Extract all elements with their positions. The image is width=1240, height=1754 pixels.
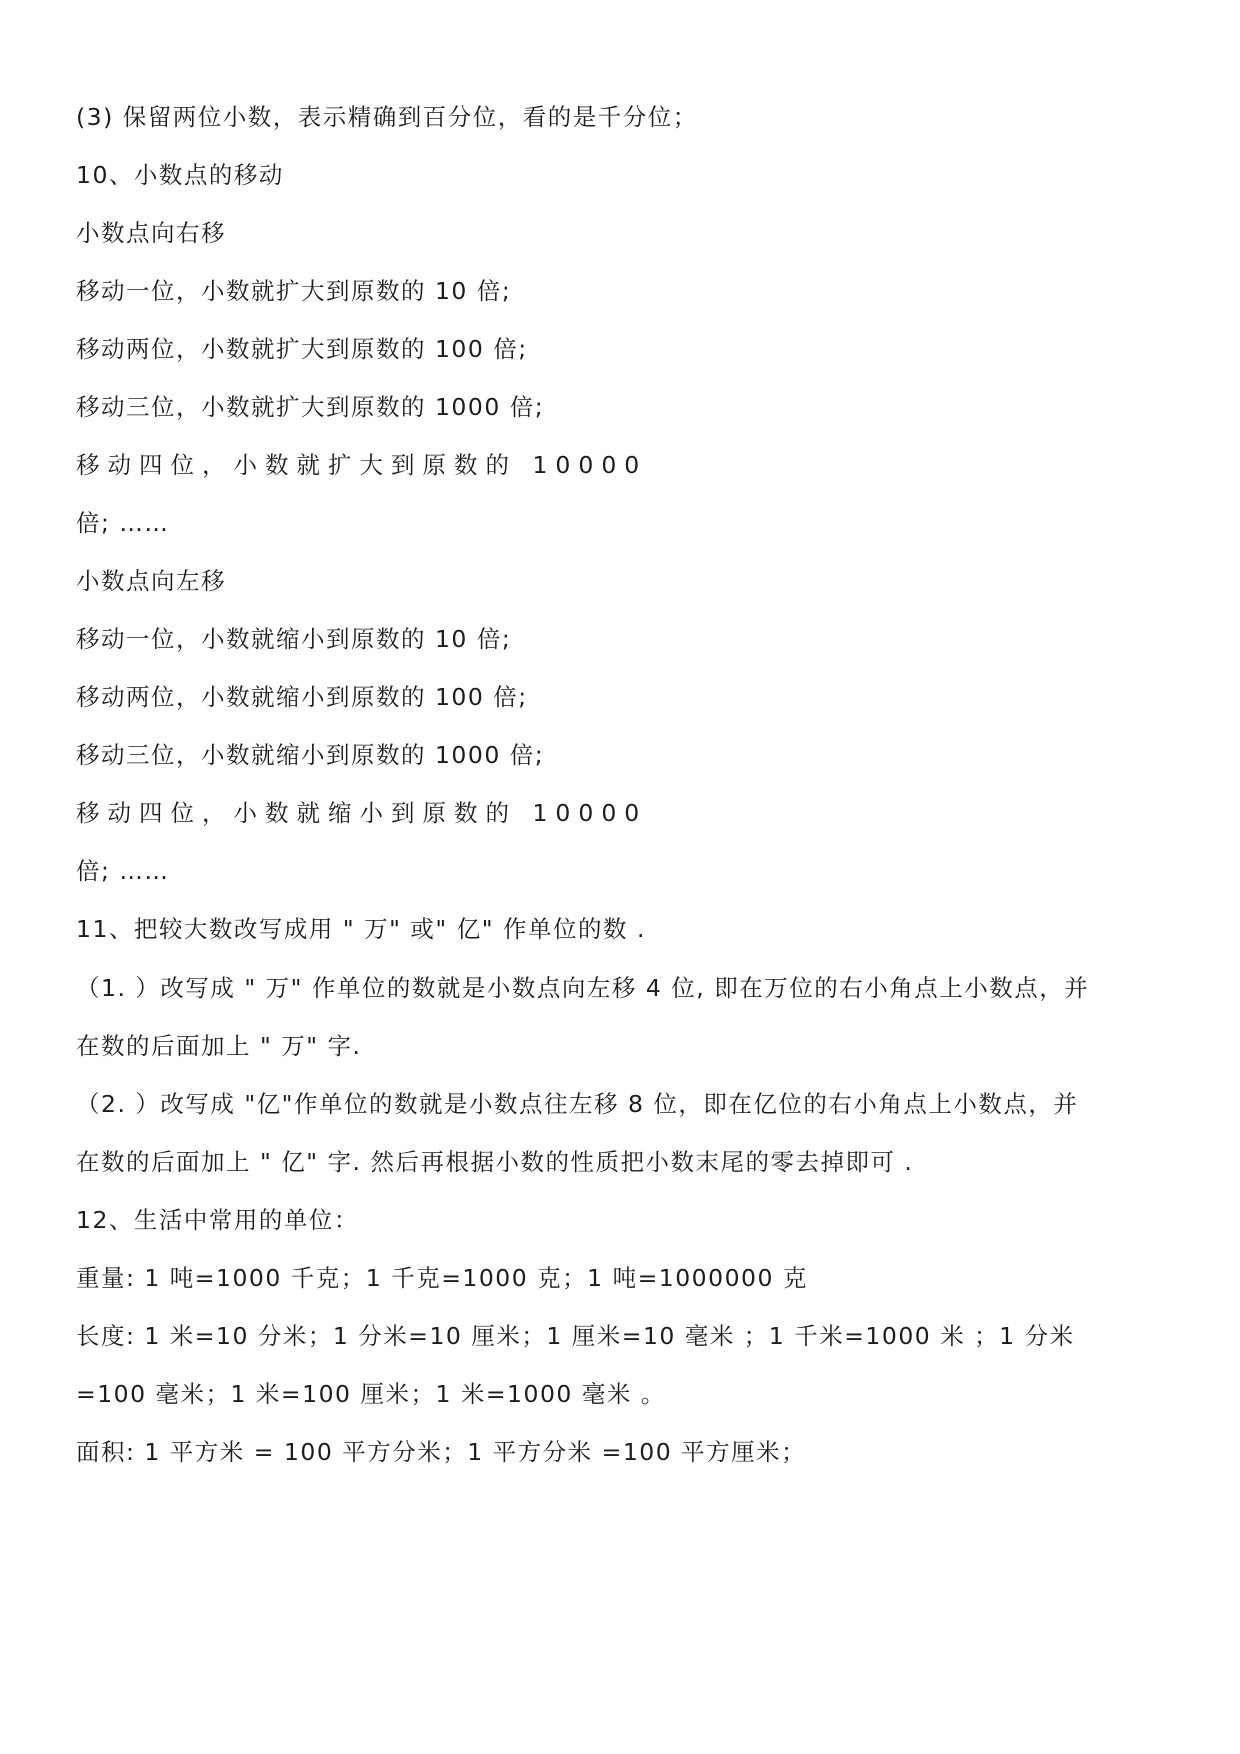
text-line-right-four: 移动四位，小数就扩大到原数的 10000 bbox=[76, 451, 648, 479]
text-line-left-three: 移动三位，小数就缩小到原数的 1000 倍; bbox=[76, 741, 545, 769]
subheading-move-left: 小数点向左移 bbox=[76, 567, 226, 595]
text-line-wan-rule-cont: 在数的后面加上 " 万" 字. bbox=[76, 1032, 362, 1060]
text-line-right-four-cont: 倍; …… bbox=[76, 509, 170, 537]
text-line-yi-rule: （2. ）改写成 "亿"作单位的数就是小数点往左移 8 位，即在亿位的右小角点上小数点，并 bbox=[76, 1090, 1079, 1118]
subheading-move-right: 小数点向右移 bbox=[76, 219, 226, 247]
text-line-yi-rule-cont: 在数的后面加上 " 亿" 字. 然后再根据小数的性质把小数末尾的零去掉即可 . bbox=[76, 1148, 914, 1176]
text-line-length-units-cont: =100 毫米；1 米=100 厘米；1 米=1000 毫米 。 bbox=[76, 1380, 666, 1408]
text-line-right-two: 移动两位，小数就扩大到原数的 100 倍; bbox=[76, 335, 528, 363]
text-line-area-units: 面积: 1 平方米 = 100 平方分米；1 平方分米 =100 平方厘米； bbox=[76, 1438, 807, 1466]
text-line-left-four-cont: 倍; …… bbox=[76, 857, 170, 885]
text-line-right-one: 移动一位，小数就扩大到原数的 10 倍; bbox=[76, 277, 512, 305]
heading-common-units: 12、生活中常用的单位： bbox=[76, 1206, 359, 1234]
heading-rewrite-large-numbers: 11、把较大数改写成用 " 万" 或" 亿" 作单位的数 . bbox=[76, 915, 646, 943]
text-line-rounding-two-decimals: (3) 保留两位小数，表示精确到百分位，看的是千分位； bbox=[76, 103, 698, 131]
text-line-wan-rule: （1. ）改写成 " 万" 作单位的数就是小数点向左移 4 位, 即在万位的右小角点上小数点，并 bbox=[76, 974, 1090, 1002]
text-line-left-four: 移动四位，小数就缩小到原数的 10000 bbox=[76, 799, 648, 827]
text-line-right-three: 移动三位，小数就扩大到原数的 1000 倍; bbox=[76, 393, 545, 421]
text-line-length-units: 长度: 1 米=10 分米；1 分米=10 厘米；1 厘米=10 毫米 ；1 千米=1000 米 ；1 分米 bbox=[76, 1322, 1075, 1350]
text-line-weight-units: 重量: 1 吨=1000 千克；1 千克=1000 克；1 吨=1000000 克 bbox=[76, 1264, 808, 1292]
heading-decimal-point-movement: 10、小数点的移动 bbox=[76, 161, 284, 189]
text-line-left-two: 移动两位，小数就缩小到原数的 100 倍; bbox=[76, 683, 528, 711]
text-line-left-one: 移动一位，小数就缩小到原数的 10 倍; bbox=[76, 625, 512, 653]
